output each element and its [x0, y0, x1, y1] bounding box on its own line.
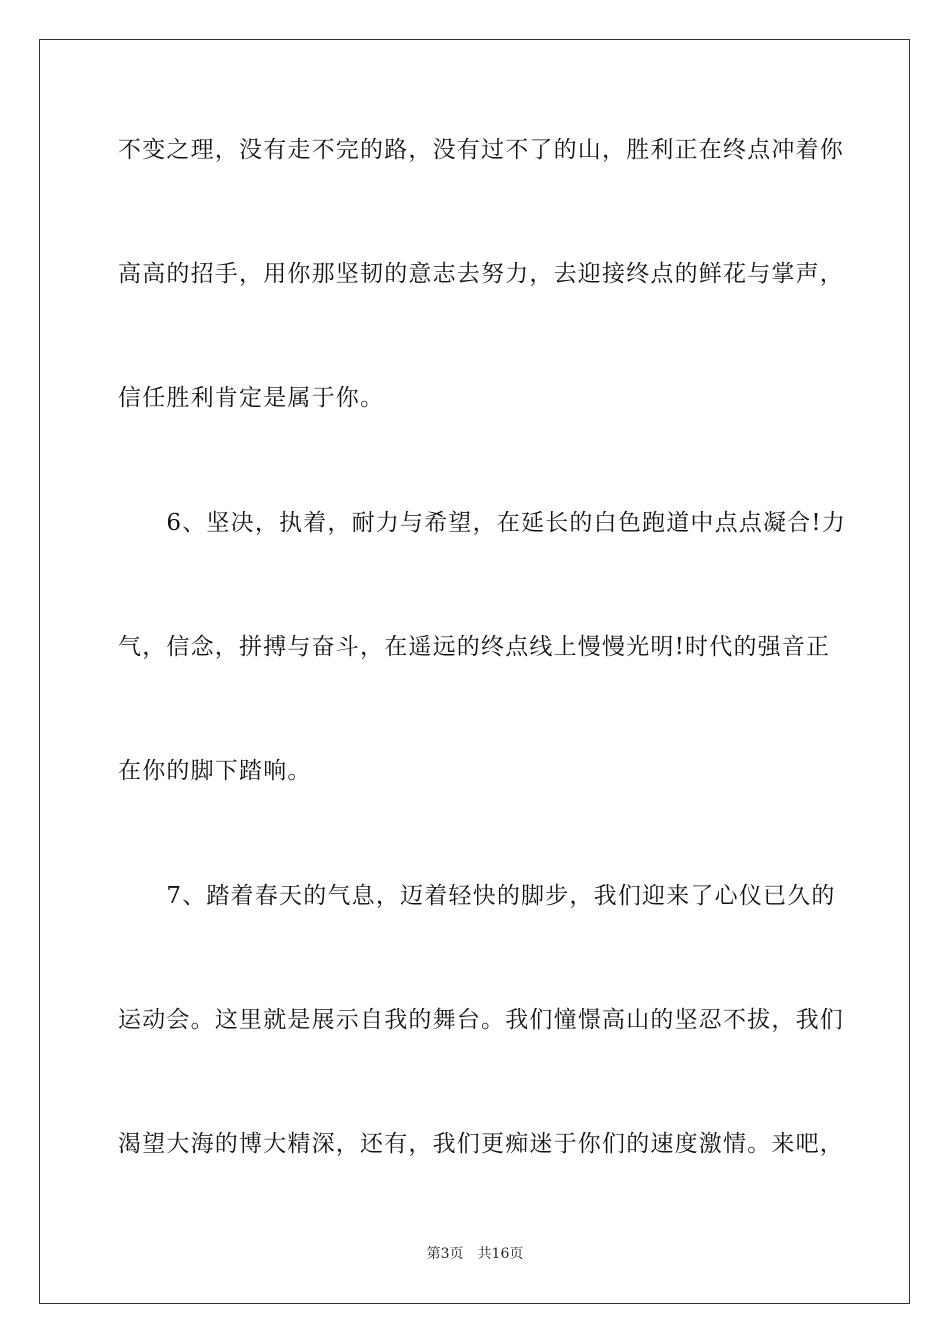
- text-line-4: 6、坚决，执着，耐力与希望，在延长的白色跑道中点点凝合!力: [118, 510, 847, 536]
- page-footer: [0, 1245, 950, 1263]
- page-border: [39, 39, 910, 1304]
- text-line-6: 在你的脚下踏响。: [118, 758, 312, 784]
- text-line-8: 运动会。这里就是展示自我的舞台。我们憧憬高山的坚忍不拔，我们: [118, 1007, 844, 1033]
- text-line-2: 高高的招手，用你那坚韧的意志去努力，去迎接终点的鲜花与掌声，: [118, 261, 844, 287]
- page-number: 第3页: [426, 1246, 464, 1262]
- text-line-1: 不变之理，没有走不完的路，没有过不了的山，胜利正在终点冲着你: [118, 137, 844, 163]
- page-total: 共16页: [477, 1246, 524, 1262]
- text-line-9: 渴望大海的博大精深，还有，我们更痴迷于你们的速度激情。来吧，: [118, 1131, 844, 1157]
- text-line-5: 气，信念，拼搏与奋斗，在遥远的终点线上慢慢光明!时代的强音正: [118, 634, 831, 660]
- text-line-3: 信任胜利肯定是属于你。: [118, 385, 385, 411]
- text-line-7: 7、踏着春天的气息，迈着轻快的脚步，我们迎来了心仪已久的: [118, 883, 836, 909]
